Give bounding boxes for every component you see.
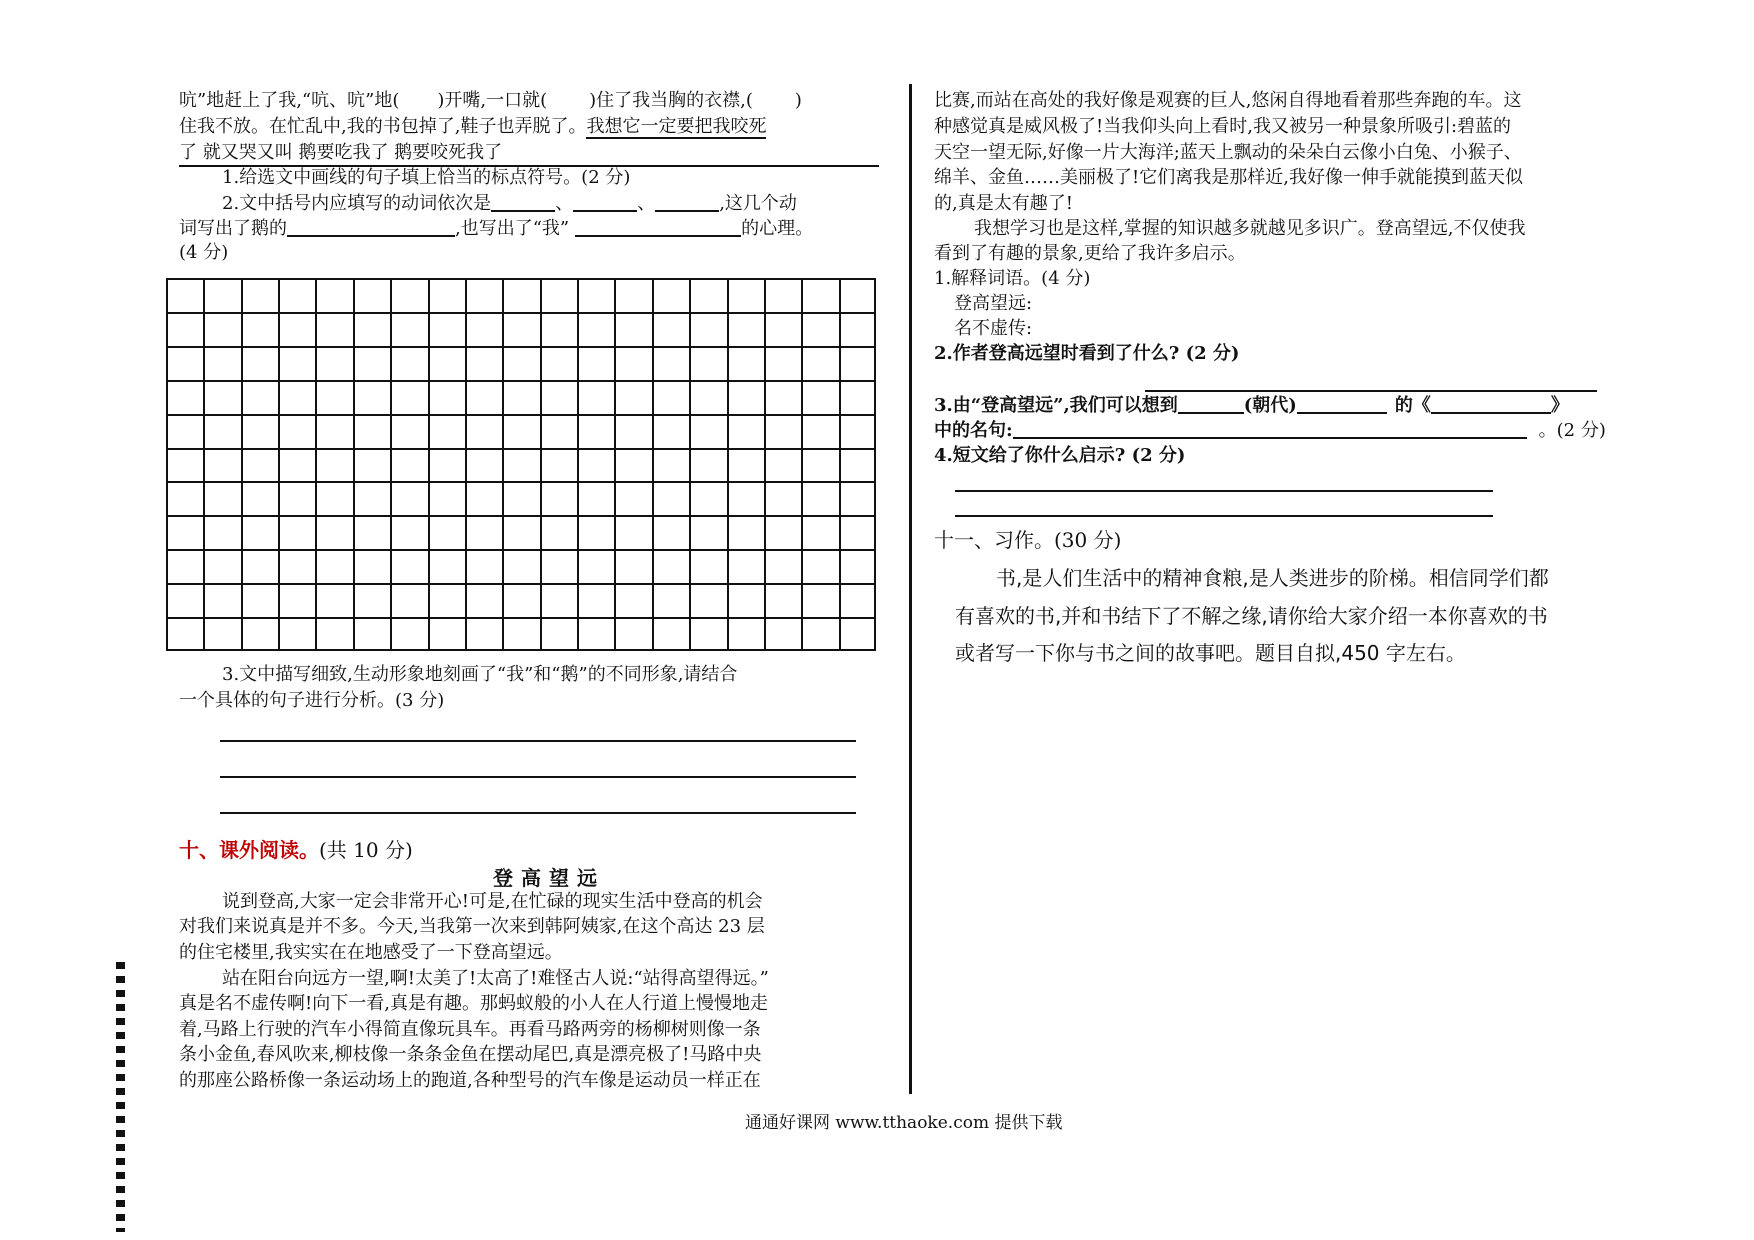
article-line: 对我们来说真是并不多。今天,当我第一次来到韩阿姨家,在这个高达 23 层 <box>179 916 765 937</box>
passage-text: 吭”地赶上了我,“吭、吭”地( <box>179 90 400 111</box>
question-r3-line-1 <box>934 393 1569 418</box>
grid-row-line <box>166 549 876 551</box>
grid-column-line <box>874 278 876 651</box>
essay-prompt-line: 书,是人们生活中的精神食粮,是人类进步的阶梯。相信同学们都 <box>996 566 1549 590</box>
question-1: 1.给选文中画线的句子填上恰当的标点符号。(2 分) <box>222 167 631 188</box>
answer-line[interactable] <box>955 490 1493 492</box>
grid-column-line <box>689 278 691 651</box>
article-continued-line: 我想学习也是这样,掌握的知识越多就越见多识广。登高望远,不仅使我 <box>974 218 1526 239</box>
question-text: 的《 <box>1394 395 1431 416</box>
column-divider <box>909 84 912 1094</box>
grid-column-line <box>727 278 729 651</box>
grid-column-line <box>278 278 280 651</box>
question-text: (朝代) <box>1243 395 1297 416</box>
article-continued-line: 天空一望无际,好像一片大海洋;蓝天上飘动的朵朵白云像小白兔、小猴子、 <box>934 142 1522 163</box>
passage-text: ) <box>794 90 802 111</box>
writing-grid[interactable] <box>166 278 876 651</box>
passage-tail-line-2 <box>179 114 766 139</box>
question-2-line-2 <box>179 216 813 241</box>
grid-row-line <box>166 481 876 483</box>
passage-tail-line-1 <box>179 88 802 113</box>
answer-blank[interactable] <box>1297 394 1387 414</box>
answer-line[interactable] <box>1145 390 1597 392</box>
grid-column-line <box>801 278 803 651</box>
grid-row-line <box>166 414 876 416</box>
question-text: ,这几个动 <box>719 193 797 214</box>
article-continued-line: 比赛,而站在高处的我好像是观赛的巨人,悠闲自得地看着那些奔跑的车。这 <box>934 90 1522 111</box>
answer-blank[interactable] <box>1013 419 1527 439</box>
question-3-line-1: 3.文中描写细致,生动形象地刻画了“我”和“鹅”的不同形象,请结合 <box>222 664 738 685</box>
essay-prompt-line: 或者写一下你与书之间的故事吧。题目自拟,450 字左右。 <box>955 641 1466 665</box>
article-line: 站在阳台向远方一望,啊!太美了!太高了!难怪古人说:“站得高望得远。” <box>222 968 769 989</box>
section-points: (共 10 分) <box>319 838 413 862</box>
question-2-points: (4 分) <box>179 242 229 263</box>
grid-column-line <box>540 278 542 651</box>
separator: 、 <box>637 193 656 214</box>
grid-column-line <box>577 278 579 651</box>
question-r3-line-2 <box>934 418 1606 443</box>
answer-blank[interactable] <box>575 217 741 237</box>
article-line: 说到登高,大家一定会非常开心!可是,在忙碌的现实生活中登高的机会 <box>222 891 763 912</box>
answer-line[interactable] <box>220 812 856 814</box>
answer-blank[interactable] <box>1431 394 1551 414</box>
grid-column-line <box>390 278 392 651</box>
grid-column-line <box>241 278 243 651</box>
article-title: 登高望远 <box>493 866 605 890</box>
article-line: 真是名不虚传啊!向下一看,真是有趣。那蚂蚁般的小人在人行道上慢慢地走 <box>179 993 768 1014</box>
question-3-line-2: 一个具体的句子进行分析。(3 分) <box>179 690 445 711</box>
question-text: 》 <box>1550 395 1569 416</box>
passage-text: 住我不放。在忙乱中,我的书包掉了,鞋子也弄脱了。 <box>179 116 587 137</box>
question-r2: 2.作者登高远望时看到了什么? (2 分) <box>934 343 1240 364</box>
answer-blank[interactable] <box>287 217 455 237</box>
question-2-line-1 <box>222 191 797 216</box>
grid-column-line <box>353 278 355 651</box>
question-r4: 4.短文给了你什么启示? (2 分) <box>934 445 1186 466</box>
grid-column-line <box>652 278 654 651</box>
answer-line[interactable] <box>220 776 856 778</box>
grid-column-line <box>764 278 766 651</box>
article-continued-line: 的,真是太有趣了! <box>934 193 1073 214</box>
article-line: 着,马路上行驶的汽车小得简直像玩具车。再看马路两旁的杨柳树则像一条 <box>179 1019 761 1040</box>
grid-column-line <box>315 278 317 651</box>
binding-margin-dashes <box>116 962 125 1232</box>
grid-row-line <box>166 346 876 348</box>
question-r1-term-1: 登高望远: <box>954 293 1033 314</box>
answer-blank[interactable] <box>491 192 555 212</box>
grid-column-line <box>166 278 168 651</box>
question-text: 2.文中括号内应填写的动词依次是 <box>222 193 492 214</box>
article-line: 的那座公路桥像一条运动场上的跑道,各种型号的汽车像是运动员一样正在 <box>179 1070 761 1091</box>
answer-blank[interactable] <box>655 192 719 212</box>
passage-text: )住了我当胸的衣襟,( <box>589 90 753 111</box>
grid-row-line <box>166 278 876 280</box>
answer-line[interactable] <box>955 515 1493 517</box>
grid-row-line <box>166 448 876 450</box>
essay-prompt-line: 有喜欢的书,并和书结下了不解之缘,请你给大家介绍一本你喜欢的书 <box>955 604 1548 628</box>
article-line: 的住宅楼里,我实实在在地感受了一下登高望远。 <box>179 942 563 963</box>
article-continued-line: 看到了有趣的景象,更给了我许多启示。 <box>934 243 1246 264</box>
grid-row-line <box>166 515 876 517</box>
grid-row-line <box>166 312 876 314</box>
question-text: 。(2 分) <box>1538 420 1606 441</box>
article-continued-line: 绵羊、金鱼……美丽极了!它们离我是那样近,我好像一伸手就能摸到蓝天似 <box>934 167 1523 188</box>
underlined-sentence: 我想它一定要把我咬死 <box>586 116 767 137</box>
separator: 、 <box>555 193 574 214</box>
answer-line[interactable] <box>220 740 856 742</box>
grid-column-line <box>614 278 616 651</box>
passage-text: )开嘴,一口就( <box>437 90 548 111</box>
answer-blank[interactable] <box>1178 394 1244 414</box>
question-text: 3.由“登高望远”,我们可以想到 <box>934 395 1178 416</box>
question-text: 的心理。 <box>741 218 814 239</box>
grid-row-line <box>166 649 876 651</box>
question-r1-term-2: 名不虚传: <box>954 318 1033 339</box>
grid-row-line <box>166 583 876 585</box>
question-text: 词写出了鹅的 <box>179 218 287 239</box>
grid-column-line <box>428 278 430 651</box>
grid-column-line <box>203 278 205 651</box>
grid-row-line <box>166 617 876 619</box>
article-line: 条小金鱼,春风吹来,柳枝像一条条金鱼在摆动尾巴,真是漂亮极了!马路中央 <box>179 1044 762 1065</box>
article-continued-line: 种感觉真是威风极了!当我仰头向上看时,我又被另一种景象所吸引:碧蓝的 <box>934 116 1512 137</box>
section-heading: 十、课外阅读。 <box>179 838 319 862</box>
section-11-heading: 十一、习作。(30 分) <box>934 528 1122 552</box>
footer-credit: 通通好课网 www.tthaoke.com 提供下载 <box>745 1113 1063 1133</box>
answer-blank[interactable] <box>573 192 637 212</box>
grid-row-line <box>166 380 876 382</box>
question-r1: 1.解释词语。(4 分) <box>934 268 1091 289</box>
grid-column-line <box>465 278 467 651</box>
underlined-sentence-line: 了 就又哭又叫 鹅要吃我了 鹅要咬死我了 <box>179 140 879 167</box>
question-text: 中的名句: <box>934 420 1013 441</box>
grid-column-line <box>502 278 504 651</box>
question-text: ,也写出了“我” <box>455 218 570 239</box>
section-10-heading <box>179 838 413 863</box>
grid-column-line <box>839 278 841 651</box>
